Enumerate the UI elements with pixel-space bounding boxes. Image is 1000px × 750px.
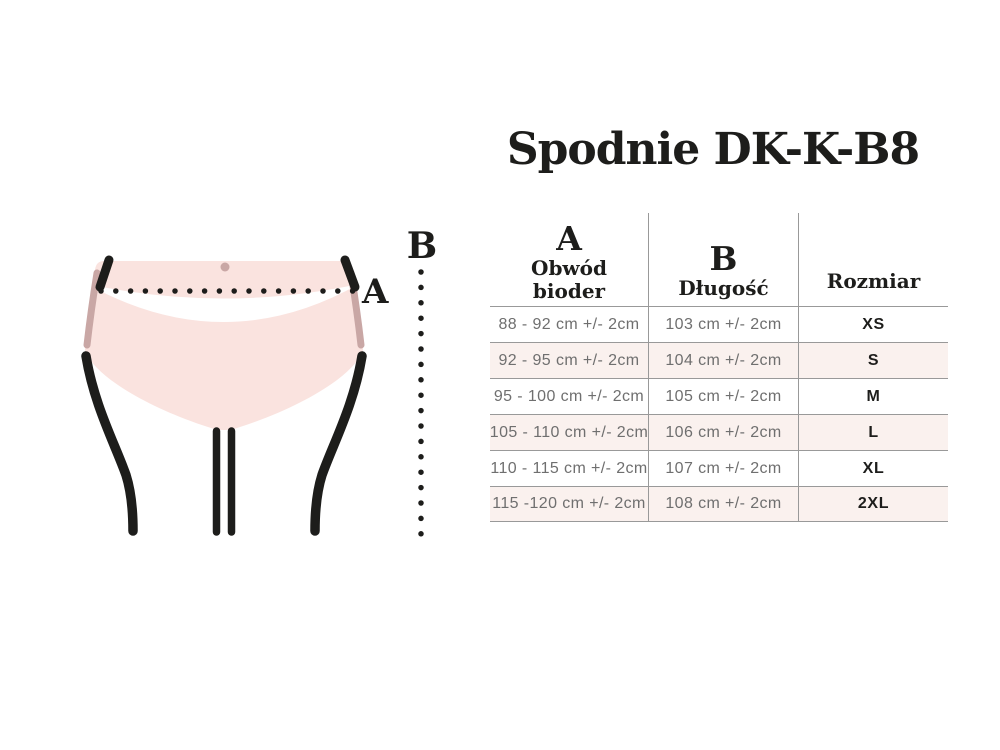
length-cell: 103 cm +/- 2cm — [649, 307, 799, 342]
size-cell: XL — [862, 459, 885, 477]
header-letter-b: B — [709, 239, 738, 279]
measure-a-label: A — [362, 272, 389, 312]
header-size — [799, 213, 948, 306]
garment-silhouette — [85, 261, 363, 430]
length-cell: 107 cm +/- 2cm — [649, 451, 799, 486]
size-cell: XS — [862, 315, 885, 333]
table-header-row — [490, 213, 948, 306]
size-row-m — [490, 378, 948, 414]
size-row-xl — [490, 450, 948, 486]
length-cell: 106 cm +/- 2cm — [649, 415, 799, 450]
header-letter-a: A — [556, 219, 582, 259]
size-cell: L — [868, 423, 879, 441]
header-name-size: Rozmiar — [826, 269, 921, 293]
header-hip-circumference — [490, 213, 649, 306]
hip-circumference-cell: 110 - 115 cm +/- 2cm — [490, 451, 649, 486]
size-row-2xl — [490, 486, 948, 522]
measure-b-label: B — [406, 225, 438, 267]
header-length — [649, 213, 799, 306]
page-title: Spodnie DK-K-B8 — [506, 124, 920, 175]
size-table — [490, 213, 948, 522]
header-name-length: Długość — [678, 276, 769, 300]
hip-circumference-cell: 105 - 110 cm +/- 2cm — [490, 415, 649, 450]
size-row-l — [490, 414, 948, 450]
length-cell: 104 cm +/- 2cm — [649, 343, 799, 378]
length-cell: 108 cm +/- 2cm — [649, 487, 799, 521]
hip-circumference-cell: 92 - 95 cm +/- 2cm — [490, 343, 649, 378]
navel-dot — [221, 263, 230, 272]
hip-circumference-cell: 88 - 92 cm +/- 2cm — [490, 307, 649, 342]
size-cell: 2XL — [857, 495, 890, 512]
header-name-hip: Obwód bioder — [531, 256, 607, 303]
length-cell: 105 cm +/- 2cm — [649, 379, 799, 414]
size-row-xs — [490, 306, 948, 342]
size-row-s — [490, 342, 948, 378]
hip-circumference-cell: 115 -120 cm +/- 2cm — [490, 487, 649, 521]
hip-circumference-cell: 95 - 100 cm +/- 2cm — [490, 379, 649, 414]
size-cell: M — [866, 387, 881, 405]
size-cell: S — [867, 351, 880, 369]
